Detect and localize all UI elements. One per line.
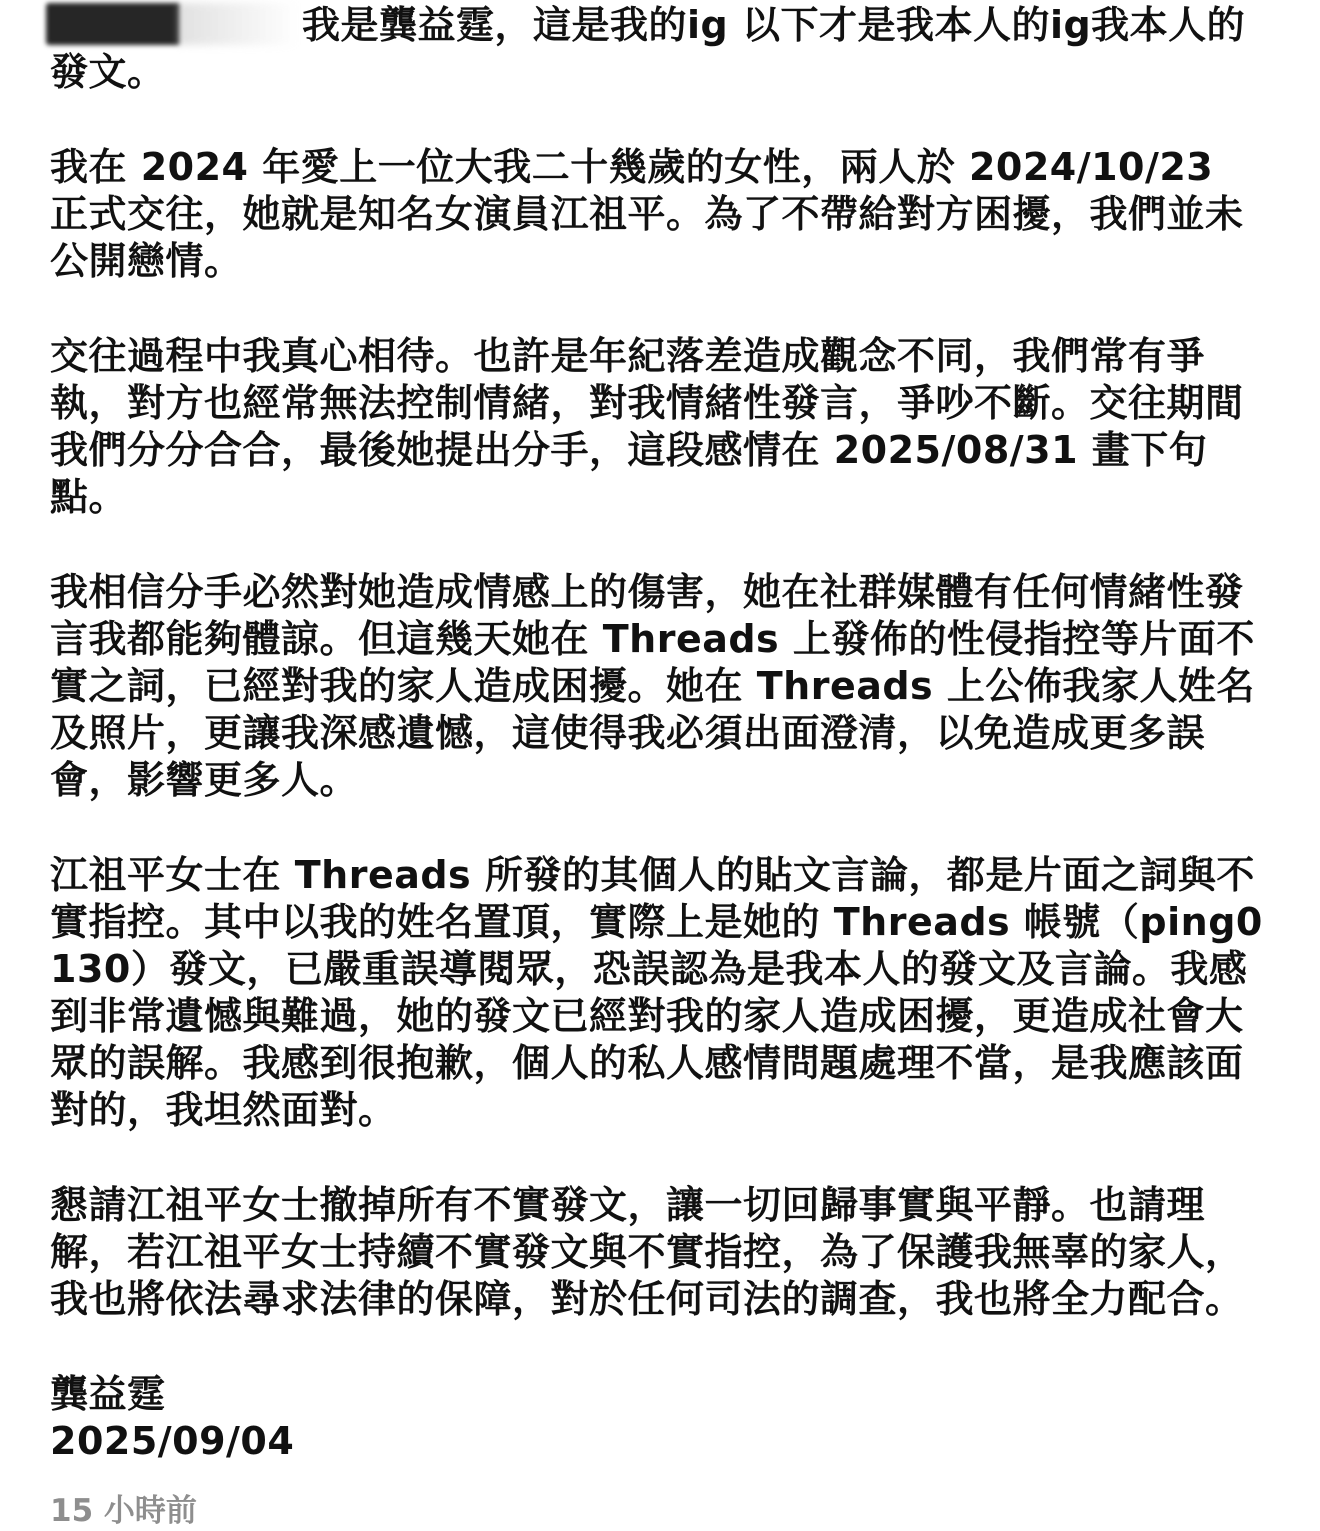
post-first-line-continuation: 發文。 bbox=[50, 50, 166, 94]
post-paragraph-2: 交往過程中我真心相待。也許是年紀落差造成觀念不同，我們常有爭執，對方也經常無法控制情緒，對我情緒性發言，爭吵不斷。交往期間我們分分合合，最後她提出分手，這段感情在 2025/08/31 畫下句點。 bbox=[50, 334, 1244, 519]
post-paragraph-4: 江祖平女士在 Threads 所發的其個人的貼文言論，都是片面之詞與不實指控。其中以我的姓名置頂，實際上是她的 Threads 帳號（ping0130）發文，已嚴重誤導閱眾，恐誤認為是我本人的發文及言論。我感到非常遺憾與難過，她的發文已經對我的家人造成困擾，更造成社會大眾的誤解。我感到很抱歉，個人的私人感情問題處理不當，是我應該面對的，我坦然面對。 bbox=[50, 853, 1263, 1132]
signature-block bbox=[50, 1371, 1265, 1465]
redaction-fade bbox=[178, 3, 298, 45]
post-header-line bbox=[50, 0, 1265, 49]
post-paragraph-1: 我在 2024 年愛上一位大我二十幾歲的女性，兩人於 2024/10/23 正式交往，她就是知名女演員江祖平。為了不帶給對方困擾，我們並未公開戀情。 bbox=[50, 145, 1244, 283]
post-first-line: 我是龔益霆，這是我的ig 以下才是我本人的ig我本人的 bbox=[302, 3, 1246, 47]
signature-date: 2025/09/04 bbox=[50, 1419, 295, 1463]
post-paragraph-3: 我相信分手必然對她造成情感上的傷害，她在社群媒體有任何情緒性發言我都能夠體諒。但這幾天她在 Threads 上發佈的性侵指控等片面不實之詞，已經對我的家人造成困擾。她在 Threads 上公佈我家人姓名及照片，更讓我深感遺憾，這使得我必須出面澄清，以免造成更多誤會，影響更多人。 bbox=[50, 570, 1255, 802]
redacted-username[interactable] bbox=[46, 3, 180, 45]
post-paragraph-5: 懇請江祖平女士撤掉所有不實發文，讓一切回歸事實與平靜。也請理解，若江祖平女士持續不實發文與不實指控，為了保護我無辜的家人，我也將依法尋求法律的保障，對於任何司法的調查，我也將全力配合。 bbox=[50, 1183, 1244, 1321]
signature-name: 龔益霆 bbox=[50, 1372, 166, 1416]
post-timestamp[interactable]: 15 小時前 bbox=[50, 1493, 197, 1529]
post-container bbox=[50, 0, 1265, 1531]
